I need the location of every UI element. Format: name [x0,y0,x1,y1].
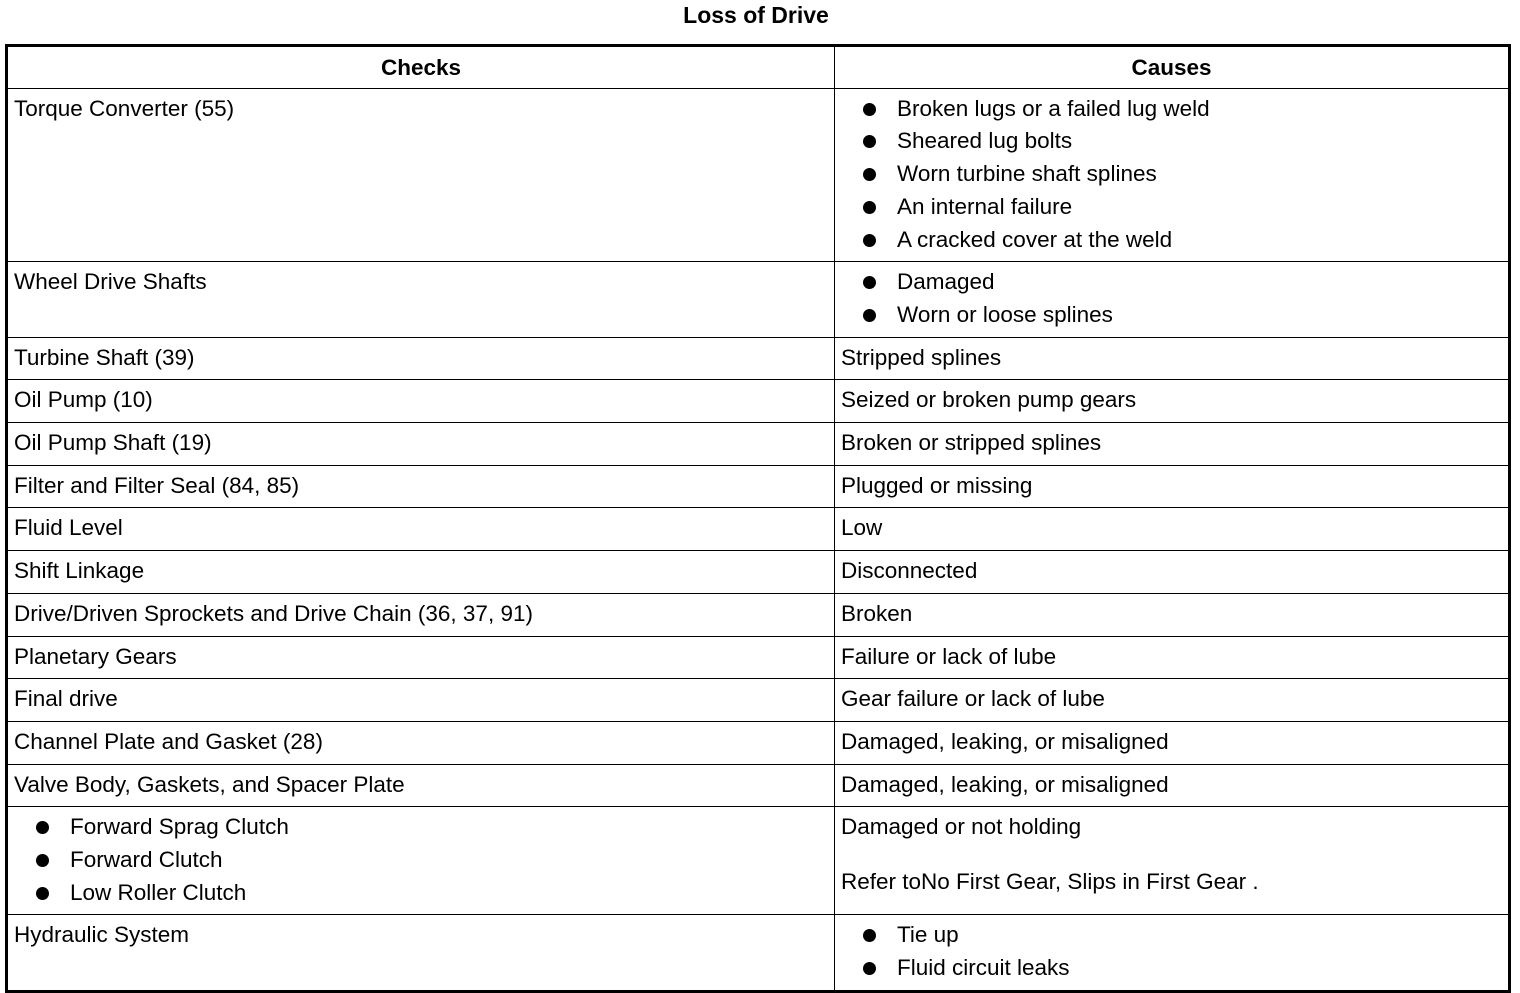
table-row [7,88,1510,262]
refer-note: Refer toNo First Gear, Slips in First Gear . [841,869,1259,895]
bullet-icon [863,201,876,214]
cause-text: Damaged or not holding [841,814,1082,840]
cause-text: Damaged [897,269,995,295]
cause-text: A cracked cover at the weld [897,226,1173,252]
list-item [863,93,1502,126]
bullet-icon [36,887,49,900]
check-cell: Oil Pump (10) [7,380,835,423]
table-row [7,380,1510,423]
cause-list [841,266,1502,331]
cause-cell [835,915,1510,991]
checks-column-header: Checks [7,46,835,89]
diagnosis-table [5,44,1511,993]
table-row [7,262,1510,337]
cause-text: Worn turbine shaft splines [897,161,1157,187]
bullet-icon [863,168,876,181]
check-list [14,811,828,909]
cause-cell [835,807,1510,915]
cause-text: Broken lugs or a failed lug weld [897,95,1210,121]
check-cell: Shift Linkage [7,551,835,594]
list-item [863,158,1502,191]
list-item [863,224,1502,257]
bullet-icon [863,103,876,116]
cause-cell: Failure or lack of lube [835,636,1510,679]
check-cell: Planetary Gears [7,636,835,679]
cause-cell: Gear failure or lack of lube [835,679,1510,722]
bullet-icon [36,821,49,834]
list-item [863,299,1502,332]
bullet-icon [863,962,876,975]
cause-text: Sheared lug bolts [897,128,1073,154]
cause-cell: Plugged or missing [835,465,1510,508]
cause-cell: Disconnected [835,551,1510,594]
table-row [7,636,1510,679]
cause-cell [835,88,1510,262]
cause-text: Worn or loose splines [897,301,1113,327]
table-row [7,337,1510,380]
cause-cell: Broken [835,593,1510,636]
table-row [7,551,1510,594]
bullet-icon [863,929,876,942]
page-title: Loss of Drive [683,2,829,28]
check-cell: Final drive [7,679,835,722]
check-cell: Fluid Level [7,508,835,551]
list-item [36,877,828,910]
bullet-icon [863,135,876,148]
cause-cell: Broken or stripped splines [835,423,1510,466]
check-cell: Wheel Drive Shafts [7,262,835,337]
bullet-icon [863,276,876,289]
table-row [7,679,1510,722]
bullet-icon [36,854,49,867]
check-text: Low Roller Clutch [70,879,247,905]
table-row [7,508,1510,551]
check-cell: Drive/Driven Sprockets and Drive Chain (36, 37, 91) [7,593,835,636]
cause-cell: Stripped splines [835,337,1510,380]
cause-text: Tie up [897,922,959,948]
cause-cell: Damaged, leaking, or misaligned [835,764,1510,807]
check-cell: Channel Plate and Gasket (28) [7,721,835,764]
list-item [863,919,1502,952]
cause-cell: Low [835,508,1510,551]
cause-list [841,93,1502,257]
table-row [7,764,1510,807]
list-item [863,191,1502,224]
check-cell: Torque Converter (55) [7,88,835,262]
causes-column-header: Causes [835,46,1510,89]
check-cell: Filter and Filter Seal (84, 85) [7,465,835,508]
check-cell: Oil Pump Shaft (19) [7,423,835,466]
table-row [7,915,1510,991]
list-item [36,844,828,877]
check-text: Forward Sprag Clutch [70,814,289,840]
cause-cell: Damaged, leaking, or misaligned [835,721,1510,764]
check-cell: Turbine Shaft (39) [7,337,835,380]
table-row [7,721,1510,764]
table-row [7,423,1510,466]
cause-cell: Seized or broken pump gears [835,380,1510,423]
bullet-icon [863,309,876,322]
table-row [7,807,1510,915]
list-item [863,266,1502,299]
check-text: Forward Clutch [70,847,223,873]
table-row [7,593,1510,636]
cause-list [841,919,1502,984]
cause-cell [835,262,1510,337]
check-cell: Valve Body, Gaskets, and Spacer Plate [7,764,835,807]
table-header-row [7,46,1510,89]
bullet-icon [863,234,876,247]
check-cell: Hydraulic System [7,915,835,991]
list-item [36,811,828,844]
list-item [863,952,1502,985]
check-cell [7,807,835,915]
cause-text: Fluid circuit leaks [897,955,1070,981]
list-item [863,125,1502,158]
table-row [7,465,1510,508]
cause-text: An internal failure [897,193,1073,219]
